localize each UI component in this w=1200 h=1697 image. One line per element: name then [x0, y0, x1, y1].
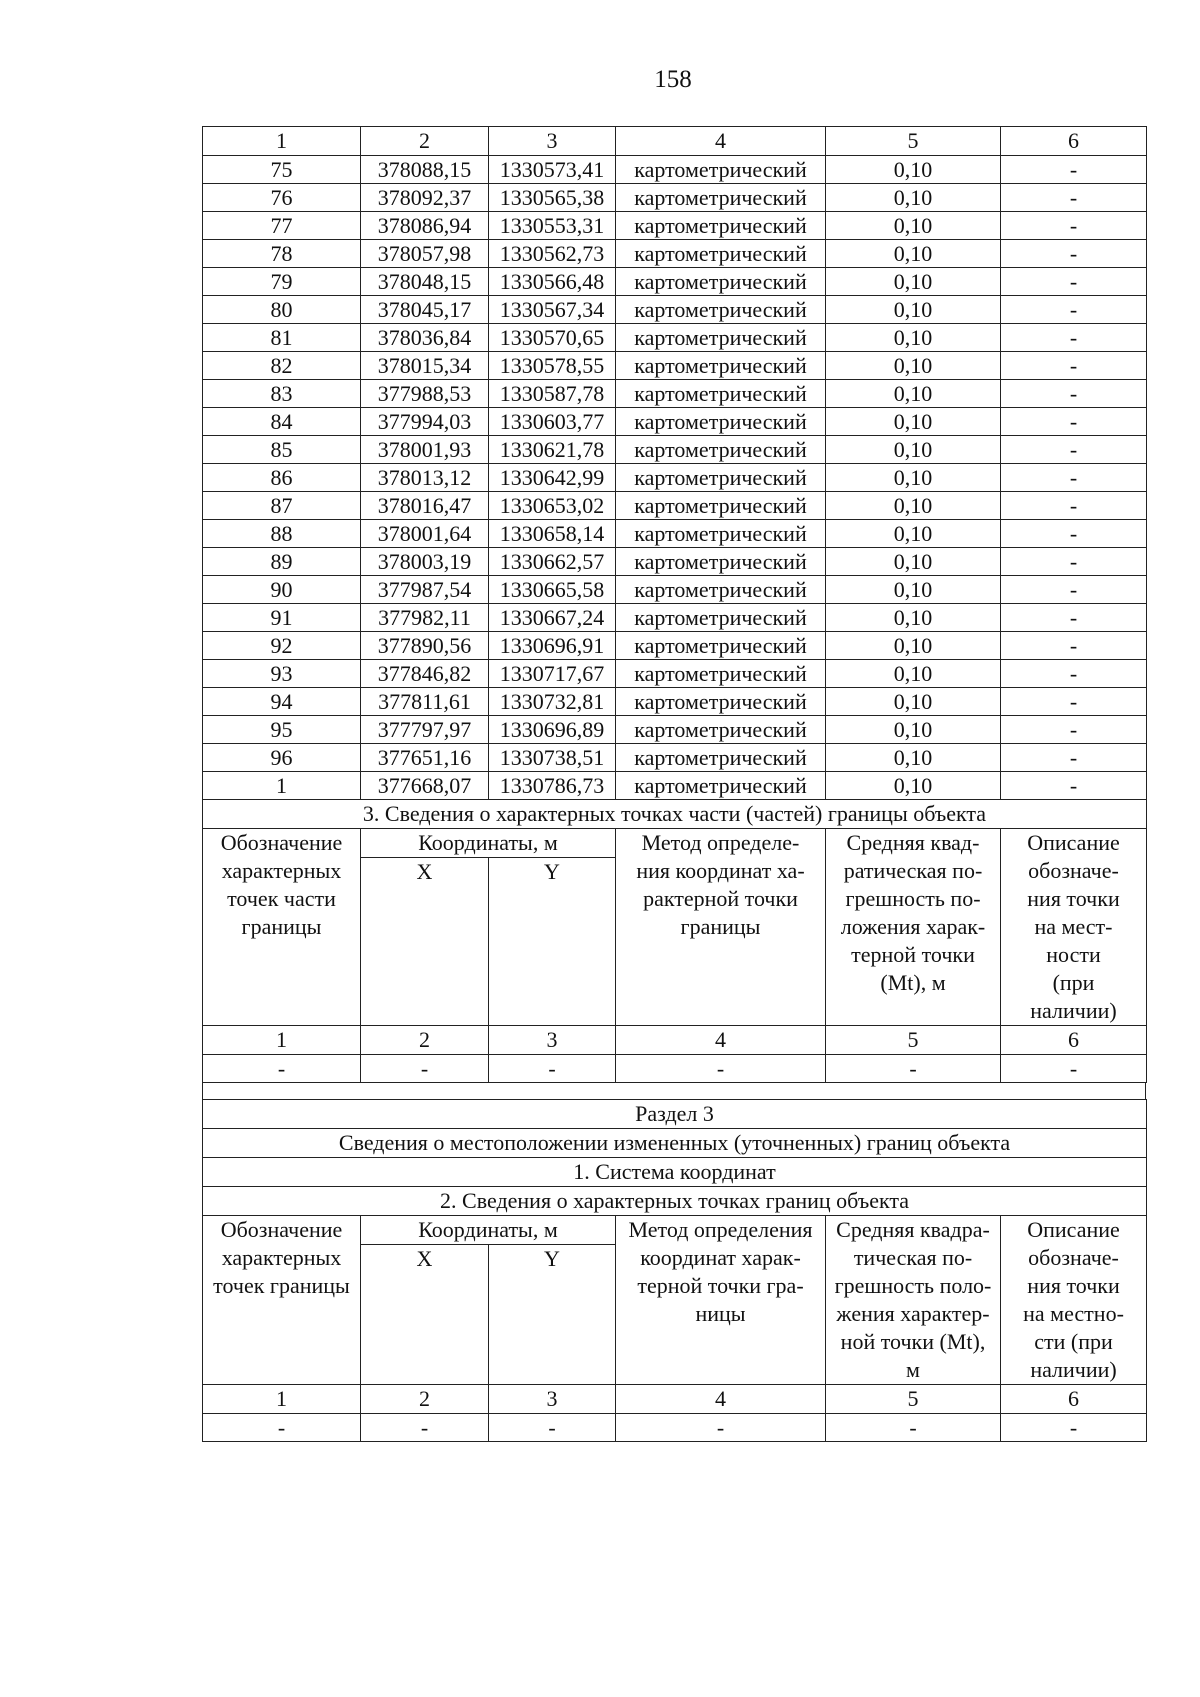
header-line: грешность по-: [845, 886, 981, 911]
header-line: ницы: [695, 1301, 746, 1326]
section3-title: Раздел 3: [203, 1100, 1147, 1129]
column-number: 2: [361, 1026, 489, 1055]
column-number: 3: [489, 1385, 616, 1414]
x-coordinate-cell: 378001,64: [361, 520, 489, 548]
description-cell: -: [1001, 184, 1147, 212]
header-line: Средняя квад-: [846, 830, 980, 855]
y-coordinate-cell: 1330587,78: [489, 380, 616, 408]
y-coordinate-cell: 1330786,73: [489, 772, 616, 800]
header-line: точек границы: [213, 1273, 350, 1298]
table-row: [203, 716, 1147, 744]
point-id-cell: 75: [203, 156, 361, 184]
header-line: ния точки: [1027, 1273, 1120, 1298]
section3-empty-row: [203, 1414, 1147, 1442]
table-row: [203, 352, 1147, 380]
x-header: X: [361, 1245, 489, 1385]
column-number: 1: [203, 127, 361, 156]
y-coordinate-cell: 1330570,65: [489, 324, 616, 352]
mt-cell: 0,10: [826, 324, 1001, 352]
table-row: [203, 548, 1147, 576]
method-cell: картометрический: [616, 520, 826, 548]
header-line: Описание: [1027, 1217, 1120, 1242]
table-row: [203, 212, 1147, 240]
header-line: характерных: [221, 1245, 342, 1270]
description-cell: -: [1001, 352, 1147, 380]
mt-cell: 0,10: [826, 548, 1001, 576]
mt-cell: 0,10: [826, 436, 1001, 464]
description-cell: -: [1001, 744, 1147, 772]
method-cell: картометрический: [616, 576, 826, 604]
mt-cell: 0,10: [826, 268, 1001, 296]
point-id-cell: 87: [203, 492, 361, 520]
header-line: наличии): [1030, 998, 1117, 1023]
x-coordinate-cell: 378015,34: [361, 352, 489, 380]
method-cell: картометрический: [616, 688, 826, 716]
mt-header: [826, 1216, 1001, 1385]
y-coordinate-cell: 1330732,81: [489, 688, 616, 716]
header-line: Метод определения: [628, 1217, 813, 1242]
y-coordinate-cell: 1330696,89: [489, 716, 616, 744]
section3-column-numbers-row: [203, 1385, 1147, 1414]
description-cell: -: [1001, 464, 1147, 492]
column-number: 4: [616, 1385, 826, 1414]
method-cell: картометрический: [616, 660, 826, 688]
header-line: (Mt), м: [880, 970, 946, 995]
mt-cell: 0,10: [826, 408, 1001, 436]
method-cell: картометрический: [616, 744, 826, 772]
method-cell: картометрический: [616, 632, 826, 660]
header-line: на мест-: [1034, 914, 1113, 939]
description-cell: -: [1001, 576, 1147, 604]
description-cell: -: [1001, 156, 1147, 184]
x-coordinate-cell: 377846,82: [361, 660, 489, 688]
column-number: 6: [1001, 1026, 1147, 1055]
x-coordinate-cell: 378036,84: [361, 324, 489, 352]
empty-cell: -: [826, 1055, 1001, 1083]
y-coordinate-cell: 1330667,24: [489, 604, 616, 632]
description-cell: -: [1001, 660, 1147, 688]
empty-cell: -: [361, 1055, 489, 1083]
y-coordinate-cell: 1330653,02: [489, 492, 616, 520]
y-coordinate-cell: 1330578,55: [489, 352, 616, 380]
column-number: 3: [489, 127, 616, 156]
mt-cell: 0,10: [826, 352, 1001, 380]
header-line: сти (при: [1034, 1329, 1113, 1354]
header-line: грешность поло-: [834, 1273, 992, 1298]
header-line: ной точки (Mt),: [840, 1329, 986, 1354]
method-header: [616, 829, 826, 1026]
mt-cell: 0,10: [826, 464, 1001, 492]
section3-title-row: [203, 1100, 1147, 1129]
page-number: 158: [654, 66, 692, 93]
method-cell: картометрический: [616, 716, 826, 744]
header-line: ния координат ха-: [636, 858, 805, 883]
description-cell: -: [1001, 436, 1147, 464]
y-coordinate-cell: 1330621,78: [489, 436, 616, 464]
header-line: терной точки гра-: [637, 1273, 804, 1298]
table-row: [203, 324, 1147, 352]
description-cell: -: [1001, 268, 1147, 296]
point-id-cell: 89: [203, 548, 361, 576]
column-number: 4: [616, 1026, 826, 1055]
part-section-title: 3. Сведения о характерных точках части (частей) границы объекта: [203, 800, 1147, 829]
header-line: координат харак-: [640, 1245, 801, 1270]
header-line: обозначе-: [1028, 858, 1119, 883]
x-coordinate-cell: 378003,19: [361, 548, 489, 576]
x-coordinate-cell: 378045,17: [361, 296, 489, 324]
empty-cell: -: [1001, 1055, 1147, 1083]
point-id-cell: 90: [203, 576, 361, 604]
description-cell: -: [1001, 408, 1147, 436]
mt-cell: 0,10: [826, 296, 1001, 324]
header-line: Средняя квадра-: [836, 1217, 990, 1242]
method-cell: картометрический: [616, 268, 826, 296]
x-coordinate-cell: 377797,97: [361, 716, 489, 744]
x-coordinate-cell: 377982,11: [361, 604, 489, 632]
column-number: 4: [616, 127, 826, 156]
mt-cell: 0,10: [826, 604, 1001, 632]
method-cell: картометрический: [616, 184, 826, 212]
method-cell: картометрический: [616, 548, 826, 576]
point-id-cell: 96: [203, 744, 361, 772]
y-coordinate-cell: 1330665,58: [489, 576, 616, 604]
point-id-cell: 85: [203, 436, 361, 464]
y-coordinate-cell: 1330573,41: [489, 156, 616, 184]
section3-subtitle: Сведения о местоположении измененных (уточненных) границ объекта: [203, 1129, 1147, 1158]
part-section-column-numbers-row: [203, 1026, 1147, 1055]
point-id-cell: 95: [203, 716, 361, 744]
method-cell: картометрический: [616, 156, 826, 184]
boundary-points-table: [202, 126, 1147, 1083]
point-id-cell: 93: [203, 660, 361, 688]
empty-cell: -: [616, 1055, 826, 1083]
table-row: [203, 576, 1147, 604]
x-coordinate-cell: 378057,98: [361, 240, 489, 268]
point-id-cell: 77: [203, 212, 361, 240]
column-number: 1: [203, 1385, 361, 1414]
section3-header-row: [203, 1216, 1147, 1245]
mt-cell: 0,10: [826, 632, 1001, 660]
header-line: характерных: [221, 858, 342, 883]
method-cell: картометрический: [616, 408, 826, 436]
header-line: рактерной точки: [643, 886, 798, 911]
coord-system-row: [203, 1158, 1147, 1187]
y-header: Y: [489, 1245, 616, 1385]
description-header: [1001, 1216, 1147, 1385]
table-row: [203, 772, 1147, 800]
mt-cell: 0,10: [826, 744, 1001, 772]
description-cell: -: [1001, 296, 1147, 324]
y-coordinate-cell: 1330565,38: [489, 184, 616, 212]
header-line: жения характер-: [836, 1301, 990, 1326]
mt-cell: 0,10: [826, 520, 1001, 548]
point-id-cell: 94: [203, 688, 361, 716]
column-number: 5: [826, 127, 1001, 156]
point-id-cell: 88: [203, 520, 361, 548]
table-row: [203, 520, 1147, 548]
method-cell: картометрический: [616, 240, 826, 268]
table-row: [203, 408, 1147, 436]
section3-points-title-row: [203, 1187, 1147, 1216]
point-id-cell: 1: [203, 772, 361, 800]
point-id-cell: 81: [203, 324, 361, 352]
header-line: ратическая по-: [843, 858, 983, 883]
table-row: [203, 464, 1147, 492]
description-cell: -: [1001, 688, 1147, 716]
y-coordinate-cell: 1330658,14: [489, 520, 616, 548]
table-row: [203, 688, 1147, 716]
x-coordinate-cell: 378092,37: [361, 184, 489, 212]
table-row: [203, 240, 1147, 268]
method-cell: картометрический: [616, 352, 826, 380]
y-coordinate-cell: 1330738,51: [489, 744, 616, 772]
section3-table: [202, 1099, 1147, 1442]
column-number: 5: [826, 1385, 1001, 1414]
description-cell: -: [1001, 380, 1147, 408]
column-number: 2: [361, 127, 489, 156]
x-coordinate-cell: 378016,47: [361, 492, 489, 520]
x-coordinate-cell: 377811,61: [361, 688, 489, 716]
header-line: Описание: [1027, 830, 1120, 855]
mt-cell: 0,10: [826, 380, 1001, 408]
part-section-empty-row: [203, 1055, 1147, 1083]
mt-cell: 0,10: [826, 772, 1001, 800]
table-row: [203, 156, 1147, 184]
point-id-cell: 78: [203, 240, 361, 268]
header-line: ности: [1046, 942, 1101, 967]
point-id-cell: 83: [203, 380, 361, 408]
table-row: [203, 744, 1147, 772]
designation-header: [203, 1216, 361, 1385]
table-gap: [202, 1083, 1146, 1099]
point-id-cell: 79: [203, 268, 361, 296]
empty-cell: -: [489, 1414, 616, 1442]
header-line: обозначе-: [1028, 1245, 1119, 1270]
mt-cell: 0,10: [826, 660, 1001, 688]
header-line: ния точки: [1027, 886, 1120, 911]
mt-cell: 0,10: [826, 576, 1001, 604]
x-coordinate-cell: 377988,53: [361, 380, 489, 408]
description-cell: -: [1001, 520, 1147, 548]
column-number: 6: [1001, 127, 1147, 156]
table-row: [203, 604, 1147, 632]
x-coordinate-cell: 377987,54: [361, 576, 489, 604]
point-id-cell: 82: [203, 352, 361, 380]
mt-header: [826, 829, 1001, 1026]
table-row: [203, 380, 1147, 408]
y-coordinate-cell: 1330567,34: [489, 296, 616, 324]
part-section-title-row: [203, 800, 1147, 829]
empty-cell: -: [616, 1414, 826, 1442]
mt-cell: 0,10: [826, 716, 1001, 744]
designation-header: [203, 829, 361, 1026]
mt-cell: 0,10: [826, 212, 1001, 240]
point-id-cell: 91: [203, 604, 361, 632]
header-line: Обозначение: [220, 1217, 343, 1242]
header-line: Метод определе-: [641, 830, 800, 855]
point-id-cell: 76: [203, 184, 361, 212]
y-header: Y: [489, 858, 616, 1026]
table-row: [203, 184, 1147, 212]
column-number: 2: [361, 1385, 489, 1414]
y-coordinate-cell: 1330553,31: [489, 212, 616, 240]
description-cell: -: [1001, 716, 1147, 744]
method-cell: картометрический: [616, 492, 826, 520]
section3-points-title: 2. Сведения о характерных точках границ объекта: [203, 1187, 1147, 1216]
header-line: наличии): [1030, 1357, 1117, 1382]
table-row: [203, 492, 1147, 520]
point-id-cell: 86: [203, 464, 361, 492]
method-cell: картометрический: [616, 464, 826, 492]
description-cell: -: [1001, 604, 1147, 632]
y-coordinate-cell: 1330642,99: [489, 464, 616, 492]
method-cell: картометрический: [616, 380, 826, 408]
x-coordinate-cell: 377994,03: [361, 408, 489, 436]
header-line: тическая по-: [853, 1245, 973, 1270]
description-cell: -: [1001, 632, 1147, 660]
header-line: границы: [241, 914, 322, 939]
point-id-cell: 80: [203, 296, 361, 324]
document-tables: [202, 126, 1146, 1442]
mt-cell: 0,10: [826, 240, 1001, 268]
column-number: 6: [1001, 1385, 1147, 1414]
method-cell: картометрический: [616, 772, 826, 800]
column-numbers-row: [203, 127, 1147, 156]
mt-cell: 0,10: [826, 156, 1001, 184]
empty-cell: -: [361, 1414, 489, 1442]
x-coordinate-cell: 378088,15: [361, 156, 489, 184]
x-coordinate-cell: 378048,15: [361, 268, 489, 296]
method-header: [616, 1216, 826, 1385]
table-row: [203, 436, 1147, 464]
header-line: ложения харак-: [840, 914, 986, 939]
description-cell: -: [1001, 548, 1147, 576]
y-coordinate-cell: 1330662,57: [489, 548, 616, 576]
x-coordinate-cell: 378013,12: [361, 464, 489, 492]
x-coordinate-cell: 377890,56: [361, 632, 489, 660]
description-cell: -: [1001, 212, 1147, 240]
description-cell: -: [1001, 240, 1147, 268]
description-cell: -: [1001, 324, 1147, 352]
coord-system-title: 1. Система координат: [203, 1158, 1147, 1187]
header-line: Обозначение: [220, 830, 343, 855]
table-row: [203, 296, 1147, 324]
mt-cell: 0,10: [826, 492, 1001, 520]
method-cell: картометрический: [616, 296, 826, 324]
section3-subtitle-row: [203, 1129, 1147, 1158]
y-coordinate-cell: 1330562,73: [489, 240, 616, 268]
x-coordinate-cell: 377651,16: [361, 744, 489, 772]
point-id-cell: 84: [203, 408, 361, 436]
description-cell: -: [1001, 772, 1147, 800]
point-id-cell: 92: [203, 632, 361, 660]
method-cell: картометрический: [616, 604, 826, 632]
x-coordinate-cell: 378086,94: [361, 212, 489, 240]
table-row: [203, 268, 1147, 296]
empty-cell: -: [203, 1055, 361, 1083]
empty-cell: -: [826, 1414, 1001, 1442]
header-line: границы: [680, 914, 761, 939]
header-line: точек части: [227, 886, 336, 911]
coordinates-header: Координаты, м: [361, 1216, 616, 1245]
x-header: X: [361, 858, 489, 1026]
table-row: [203, 660, 1147, 688]
description-cell: -: [1001, 492, 1147, 520]
method-cell: картометрический: [616, 436, 826, 464]
header-line: терной точки: [851, 942, 975, 967]
header-line: на местно-: [1023, 1301, 1124, 1326]
header-line: (при: [1052, 970, 1095, 995]
y-coordinate-cell: 1330566,48: [489, 268, 616, 296]
header-line: м: [906, 1357, 920, 1382]
coordinates-header: Координаты, м: [361, 829, 616, 858]
mt-cell: 0,10: [826, 184, 1001, 212]
column-number: 1: [203, 1026, 361, 1055]
empty-cell: -: [489, 1055, 616, 1083]
empty-cell: -: [203, 1414, 361, 1442]
y-coordinate-cell: 1330696,91: [489, 632, 616, 660]
table-row: [203, 632, 1147, 660]
mt-cell: 0,10: [826, 688, 1001, 716]
column-number: 5: [826, 1026, 1001, 1055]
description-header: [1001, 829, 1147, 1026]
empty-cell: -: [1001, 1414, 1147, 1442]
y-coordinate-cell: 1330603,77: [489, 408, 616, 436]
x-coordinate-cell: 378001,93: [361, 436, 489, 464]
x-coordinate-cell: 377668,07: [361, 772, 489, 800]
part-section-header-row: [203, 829, 1147, 858]
method-cell: картометрический: [616, 212, 826, 240]
method-cell: картометрический: [616, 324, 826, 352]
column-number: 3: [489, 1026, 616, 1055]
y-coordinate-cell: 1330717,67: [489, 660, 616, 688]
